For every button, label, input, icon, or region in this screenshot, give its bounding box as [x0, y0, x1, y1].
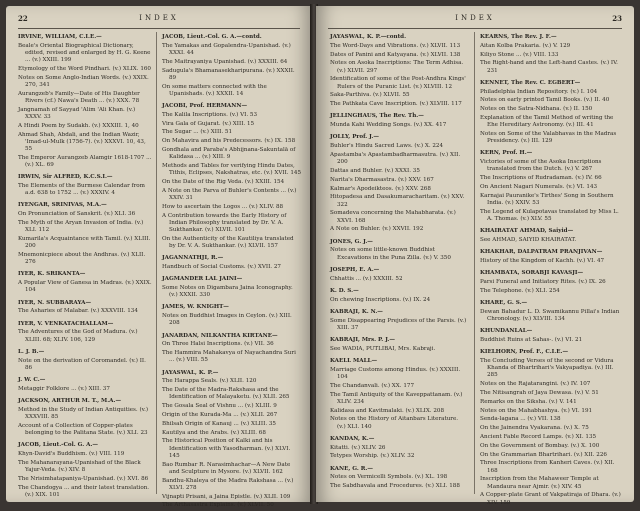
- index-entry: Karnajai Pauranike's Tirthes' Song in Southern India. (v.) XXIV. 53: [480, 192, 614, 206]
- index-entry: The Maitrayaniya Upanishad. (v.) XXXIII. 64: [162, 58, 288, 65]
- right-page: [316, 6, 634, 506]
- index-entry: Notes on Some of the Valabhavas in the Madras Presidency. (v.) III. 129: [480, 130, 617, 145]
- index-entry: History of the Kingdom of Kachh. (v.) VI. 47: [480, 257, 605, 264]
- index-entry: Handbuch of Social Customs. (v.) XVII. 27: [162, 263, 281, 270]
- index-entry: On Pronunciation of Sanskrit. (v.) XLI. 36: [18, 211, 136, 218]
- author-heading: KENNET, The Rev. C. EGBERT—: [480, 79, 581, 86]
- author-heading: IRWIN, Sir ALFRED, K.C.S.I.—: [18, 174, 113, 181]
- author-heading: JELLINGHAUS, The Rev. Th.—: [330, 113, 424, 120]
- running-header: [328, 14, 622, 26]
- author-heading: KIELHORN, Prof. F., C.I.E.—: [480, 349, 569, 356]
- index-entry: Aurangzeb's Family—Date of His Daughter Rivers (cf.) Nawa's Death ... (v.) XXX. 78: [18, 90, 140, 104]
- left-page: [6, 6, 312, 509]
- index-entry: Dates of Panini and Katyayana. (v.) XLVII. 138: [330, 51, 461, 58]
- index-entry: Tetypes Worship. (v.) XLIV. 32: [330, 453, 415, 460]
- index-entry: Marriage Customs among Hindus. (v.) XXXIII. 104: [330, 366, 461, 380]
- index-entry: Notes on the Mahabhashya. (v.) VI. 191: [480, 407, 593, 414]
- index-entry: Bhilsah Origin of Kanauj ... (v.) XLIII. 35: [162, 420, 276, 427]
- index-entry: The Adventures of the God of Madura. (v.) XLIII. 68; XLIV. 106, 129: [18, 329, 138, 343]
- index-entry: Senda-lagana ... (v.) VII. 138: [480, 416, 561, 423]
- index-entry: Buhler's Hindu Sacred Laws. (v.) X. 224: [330, 143, 444, 150]
- index-entry: Three Inscriptions from Kanheri Caves. (v.) XII. 168: [480, 460, 615, 474]
- page-header-title: INDEX: [139, 14, 179, 22]
- index-entry: The Asharies of Malabar. (v.) XXXVIII. 134: [18, 308, 138, 315]
- index-entry: Kautilya and the Arabs. (v.) XLIII. 68: [162, 429, 266, 436]
- index-entry: Method in the Study of Indian Antiquities. (v.) XXXVIII. 85: [18, 406, 149, 421]
- index-entry: Dewan Bahadur L. D. Swamikannu Pillai's Indian Chronology. (v.) XLVIII. 134: [480, 308, 620, 322]
- index-entry: The Inscriptions of Rudradaman. (v.) IV. 66: [480, 175, 602, 182]
- author-heading: JONES, G. J.—: [330, 238, 373, 245]
- index-entry: Bao Rumbar R. Narasimhachar—A New Date and Sculpture in Mysore. (v.) XLVII. 162: [162, 461, 291, 475]
- author-heading: JAGANNATHJI, R.—: [162, 255, 224, 262]
- index-entry: Saka-Parthiva. (v.) XLVII. 55: [330, 92, 410, 99]
- index-entry: Ahmad Shah, Abdali, and the Indian Wazir, 'Imad-ul-Mulk (1756-7). (v.) XXXVI. 10, 43, 55: [18, 131, 146, 152]
- index-entry: Victories of some of the Asoka Inscriptions translated from the Dutch. (v.) V. 267: [480, 159, 602, 173]
- index-entry: Vijnapti Prisani, a Jaina Epistle. (v.) XLII. 109: [162, 493, 291, 500]
- index-entry: Kalmar's Apodeikteos. (v.) XXV. 268: [330, 185, 431, 192]
- index-entry: The Tamil Antiquity of the Kaveppattanam. (v.) XLIV. 234: [330, 391, 463, 405]
- author-heading: KHAKHAR, DALPATRAM PRANJIVAN—: [480, 249, 603, 256]
- index-entry: The Date of the Madra-Rakshasa and the Identification of Malayaketu. (v.) XLII. 265: [162, 387, 290, 401]
- index-entry: How to ascertain the Logos ... (v.) XLIV. 88: [162, 203, 284, 210]
- index-entry: The Chandogya ... and their latest translation. (v.) XIX. 101: [18, 484, 150, 498]
- page-number: 23: [612, 14, 622, 23]
- author-heading: JACOB, Lieut.-Col. G. A.—contd.: [162, 34, 262, 40]
- index-entry: Notes on early printed Tamil Books. (v.) II. 40: [480, 97, 610, 104]
- index-entry: The Elements of the Burmese Calendar from a.d. 638 to 1752 ... (v.) XXXIV. 4: [18, 183, 145, 197]
- index-entry: Apastamba's Apastambadharmasutra. (v.) XII. 200: [330, 151, 461, 166]
- author-heading: JANARDAN, NILKANTHA KIRTANE—: [162, 332, 278, 339]
- index-entry: Origin of the Kurada-Ma ... (v.) XLII. 267: [162, 411, 278, 418]
- index-entry: Some Notes on Digambara Jaina Iconography. (v.) XXXII. 330: [162, 284, 293, 299]
- index-column-2: [162, 34, 302, 511]
- index-entry: Jangnamah of Sayyad 'Alim 'Ali Khan. (v.) XXXV. 33: [18, 106, 136, 120]
- index-entry: On some matters connected with the Upanishads. (v.) XXXII. 14: [162, 83, 267, 97]
- index-entry: The Harappa Seals. (v.) XLII. 120: [162, 378, 257, 385]
- index-entry: Inscription from the Mahaweer Temple at Mandaura near Ajmir. (v.) XIV. 45: [480, 476, 599, 490]
- index-entry: Metaggir Folklore ... (v.) XIII. 37: [18, 385, 110, 392]
- index-entry: Dattas and Buhler. (v.) XXXI. 35: [330, 167, 420, 174]
- author-heading: JAGMANDER LAL JAINI—: [162, 276, 243, 283]
- index-entry: Notes on Asoka Inscriptions: The Term Adhisa. (v.) XLVII. 297: [330, 60, 464, 74]
- author-heading: KHAIRATAT AHMAD, Saiyid—: [480, 228, 574, 235]
- index-entry: The Emperor Aurangzeb Alamgir 1618-1707 ... (v.) XL. 69: [18, 154, 152, 168]
- index-entry: The Chandanvali. (v.) XX. 177: [330, 382, 415, 389]
- index-entry: Beale's Oriental Biographical Dictionary, edited, revised and enlarged by H. G. Keene ... (v.) XXIII. 199: [18, 42, 151, 64]
- index-entry: Some Disappearing Prejudices of the Parsis. (v.) XIII. 37: [330, 317, 467, 331]
- index-entry: The Gosala Seal of Vishnu ... (v.) XLIII. 9: [162, 403, 277, 410]
- author-heading: KHARE, G. S.—: [480, 299, 528, 306]
- index-entry: On Mahavira and his Predecessors. (v.) IX. 158: [162, 138, 296, 145]
- index-entry: A Contribution towards the Early History of Indian Philosophy translated by Dr. V. A. Sukthankar. (v.) XLVII. 101: [162, 212, 287, 233]
- index-column-1: [330, 34, 468, 492]
- index-entry: On the Jainendra Vyakarana. (v.) X. 75: [480, 425, 589, 432]
- index-entry: A Copper-plate Grant of Vakpatiraja of Dhara. (v.) XIV. 159: [480, 492, 621, 506]
- index-column-1: [18, 34, 152, 501]
- index-entry: The Concluding Verses of the second or Vidura Khanda of Bhartrihari's Vakyapadiya. (v.) III. 285: [480, 357, 614, 379]
- page-header-title: INDEX: [455, 14, 495, 22]
- index-entry: The Historical Position of Kalki and his Identification with Yasodharman. (v.) XLVI. 145: [162, 438, 291, 459]
- index-entry: Vira Gala of Gujarat. (v.) XIII. 15: [162, 120, 255, 127]
- index-entry: The Telephone. (v.) XLI. 254: [480, 287, 560, 294]
- header-rule: [18, 28, 300, 29]
- author-heading: L. J. B.—: [18, 348, 45, 355]
- index-entry: Notes on the History of Aitanbars Literature. (v.) XLI. 140: [330, 416, 459, 430]
- index-entry: See AHMAD, SAIYID KHAIRATAT.: [480, 236, 577, 243]
- index-entry: Kitatti. (v.) XLIV. 26: [330, 444, 386, 451]
- author-heading: JAMES, W. KNIGHT—: [162, 304, 229, 311]
- index-entry: Munda Kahi Wedding Songs. (v.) XX. 417: [330, 122, 447, 129]
- column-divider: [156, 32, 157, 494]
- author-heading: JACOBI, Prof. HERMANN—: [162, 103, 248, 109]
- index-entry: On Ancient Nagari Numerals. (v.) VI. 143: [480, 183, 598, 190]
- index-entry: Note on the derivation of Coromandel. (v.) II. 86: [18, 357, 146, 371]
- index-entry: The Hammira Mahakavya of Nayachandra Suri ... (v.) VIII. 55: [162, 350, 296, 364]
- index-entry: Kiliyo Stone ... (v.) VIII. 133: [480, 51, 559, 58]
- author-heading: KABRAJI, Mrs. P. J.—: [330, 336, 395, 343]
- author-heading: JACOB, Lieut.-Col. G. A.—: [18, 442, 99, 449]
- index-entry: Notes on some little-known Buddhist Excavations in the Puna Zilla. (v.) V. 350: [330, 247, 451, 261]
- index-entry: Hitopadesa and Dasakumaracharitam. (v.) XXV. 322: [330, 194, 465, 208]
- index-entry: Etymology of the Word Pindhari. (v.) XLIX. 160: [18, 66, 151, 72]
- index-entry: Philadelphia Indian Repository. (v.) I. 104: [480, 88, 598, 95]
- author-heading: KANE, G. R.—: [330, 465, 373, 472]
- index-entry: On Three Halsi Inscriptions. (v.) VII. 36: [162, 341, 274, 348]
- index-entry: The Nrisimhatapaniya-Upanishad. (v.) XVI. 86: [18, 475, 149, 482]
- index-entry: On the Government of Bombay. (v.) X. 100: [480, 442, 600, 449]
- index-entry: The Right-hand and the Left-hand Castes. (v.) IV. 231: [480, 60, 618, 74]
- index-entry: Notes on Buddhist Images in Ceylon. (v.) XIII. 208: [162, 313, 292, 327]
- index-entry: A Note on the Parva of Buhler's Contents ... (v.) XXIV. 31: [162, 187, 297, 201]
- author-heading: IYER, V. VENKATACHALLAM—: [18, 320, 114, 327]
- index-entry: Khyn-David's Buddhism. (v.) VIII. 119: [18, 451, 125, 458]
- column-divider: [474, 32, 475, 494]
- index-entry: The Yamakas and Gopalendra-Upanishad. (v.) XXXI. 44: [162, 42, 291, 56]
- index-entry: Aitan Kolba Prakaria. (v.) V. 129: [480, 42, 571, 49]
- index-entry: Chhattis ... (v.) XXXIII. 52: [330, 275, 403, 282]
- author-heading: IYENGAR, SRINIVAS, M.A.—: [18, 202, 107, 209]
- author-heading: KHUNDANLAL—: [480, 328, 533, 335]
- index-entry: The Legend of Kulapotavas translated by Miss L. A. Thomas. (v.) XLV. 55: [480, 208, 619, 222]
- index-entry: On the Authenticity of the Kautiliya translated by Dr. V. A. Sukthankar. (v.) XLVII. 157: [162, 235, 294, 249]
- index-entry: Kalidasa and Kavitmalaki. (v.) XLIX. 208: [330, 407, 445, 414]
- author-heading: KABRAJI, K. N.—: [330, 308, 383, 315]
- author-heading: KAELL MALL—: [330, 357, 378, 364]
- index-entry: A Hindi Poem by Sudakh. (v.) XXXIII. 1, 40: [18, 122, 139, 129]
- index-entry: A Popular View of Ganesa in Madras. (v.) XXIX. 104: [18, 280, 152, 294]
- index-entry: The Arthasastra Explains. (v.) XLVII. 50: [162, 502, 274, 509]
- header-rule: [328, 28, 622, 29]
- index-entry: Mnemonicpiece about the Andhras. (v.) XLII. 276: [18, 252, 146, 266]
- index-entry: A Note on Buhler. (v.) XXVII. 192: [330, 226, 424, 233]
- author-heading: K. D. S.—: [330, 287, 359, 294]
- index-entry: The Pathkata Cave Inscription. (v.) XLVIII. 117: [330, 101, 462, 108]
- index-entry: Gondhala and Paraba's Abhijnana-Sakuntalā of Kalidasa ... (v.) XIII. 9: [162, 146, 296, 161]
- index-entry: The Nitisangrah of Jaya Dewasa. (v.) V. 51: [480, 389, 599, 396]
- index-column-2: [480, 34, 624, 508]
- author-heading: JAYASWAL, K. P.—: [162, 369, 219, 376]
- index-entry: Kumarila's Acquaintance with Tamil. (v.) XLIII. 200: [18, 236, 151, 250]
- index-entry: Sadugula's Bhamanasekharipurana. (v.) XXXII. 89: [162, 67, 295, 81]
- index-entry: The Kalila Inscriptions. (v.) VI. 53: [162, 111, 258, 118]
- index-entry: The Word-Days and Vibrations. (v.) XLVII. 113: [330, 42, 461, 49]
- index-entry: The Sugar ... (v.) XIII. 51: [162, 129, 233, 136]
- index-entry: Notes on the Satra-Nidhana. (v.) II. 150: [480, 106, 593, 113]
- running-header: [18, 14, 300, 26]
- index-entry: The Myth of the Aryan Invasion of India. (v.) XLI. 112: [18, 220, 144, 234]
- author-heading: JACKSON, ARTHUR M. T., M.A.—: [18, 398, 122, 405]
- author-heading: JOSEPH, E. A.—: [330, 266, 380, 273]
- author-heading: IRVINE, WILLIAM, C.I.E.—: [18, 34, 102, 40]
- author-heading: JOLLY, Prof. J.—: [330, 134, 379, 141]
- index-entry: The Sabdhavala and Frocedures. (v.) XLI. 188: [330, 483, 460, 490]
- index-entry: Notes on the Rajatarangini. (v.) IV. 107: [480, 381, 591, 388]
- index-entry: Remarks on the Siksha. (v.) V. 141: [480, 398, 577, 405]
- index-entry: Notes on Vermicelli Symbols. (v.) XL. 198: [330, 474, 448, 481]
- index-entry: The Mahanarayana-Upanishad of the Black Yajur-Veda. (v.) XIV. 8: [18, 459, 141, 474]
- index-entry: Narita's Dharmasastra. (v.) XXV. 167: [330, 176, 434, 183]
- index-entry: Explanation of the Tamil Method of writing the Ehe Hereditary Astronomy. (v.) III. 41: [480, 114, 614, 129]
- author-heading: IYER, K. SRIKANTA—: [18, 271, 86, 278]
- index-entry: Bandhu-Khaleya of the Madra Rakshasa ... (v.) XLVI. 278: [162, 477, 294, 491]
- index-entry: On chewing Inscriptions. (v.) IX. 24: [330, 296, 431, 303]
- index-entry: Methods and Tables for verifying Hindu Dates, Tithis, Eclipses, Nakshatras, etc. (v.) XVII. 145: [162, 162, 302, 177]
- author-heading: KERN, Prof. H.—: [480, 150, 533, 157]
- index-entry: Ancient Fable Record Lamps. (v.) XI. 135: [480, 433, 597, 440]
- index-entry: Notes on Some Anglo-Indian Words. (v.) XXIX. 270, 341: [18, 74, 149, 88]
- index-entry: On the Grammarian Bhartrihari. (v.) XII. 226: [480, 451, 607, 458]
- author-heading: KANDAN, K.—: [330, 435, 375, 442]
- index-entry: Identification of some of the Post-Andhra Kings' Rulers of the Puranic List. (v.) XLVIII. 12: [330, 76, 466, 90]
- page-number: 22: [18, 14, 28, 23]
- author-heading: IYER, N. SUBBARAYA—: [18, 299, 92, 306]
- index-entry: See WADIA, PUTLIBAI, Mrs. Kabraji.: [330, 345, 436, 352]
- author-heading: KHAMBATA, SORABJI KAVASJI—: [480, 270, 584, 277]
- author-heading: J. W. C.—: [18, 377, 46, 384]
- index-entry: On the Date of the Rig Veda. (v.) XXIII. 154: [162, 178, 285, 185]
- author-heading: KEARNS, The Rev. J. F.—: [480, 34, 557, 40]
- index-entry: Somadeva concerning the Mahabharata. (v.) XXVI. 168: [330, 210, 456, 224]
- index-entry: Parsi Funeral and Initiatory Rites. (v.) IX. 26: [480, 278, 606, 285]
- index-entry: Buddhist Ruins at Sahas-. (v.) VI. 21: [480, 336, 583, 343]
- author-heading: JAYASWAL, K. P.—contd.: [330, 34, 407, 40]
- index-entry: Account of a Collection of Copper-plates belonging to the Palitana State. (v.) XLI. 23: [18, 422, 148, 437]
